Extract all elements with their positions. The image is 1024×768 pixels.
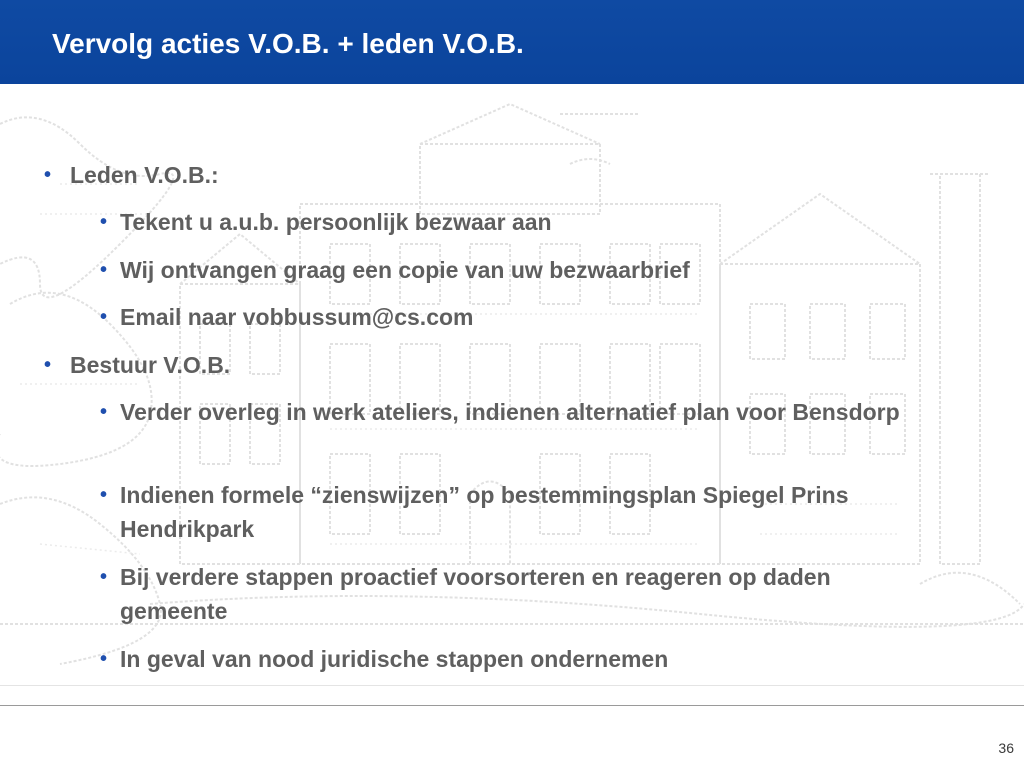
sub-bullet-text: Wij ontvangen graag een copie van uw bezwaarbrief xyxy=(120,257,690,283)
footer-divider xyxy=(0,705,1024,706)
page-number: 36 xyxy=(998,740,1014,756)
bullet-dot-icon: • xyxy=(100,648,108,670)
sub-bullet-item xyxy=(100,642,669,676)
bullet-label: Bestuur V.O.B. xyxy=(70,352,231,378)
bullet-dot-icon: • xyxy=(44,164,52,186)
bullet-dot-icon: • xyxy=(100,211,108,233)
sub-bullet-text: Email naar vobbussum@cs.com xyxy=(120,304,474,330)
sub-bullet-text: Bij verdere stappen proactief voorsorteren en reageren op daden gemeente xyxy=(120,564,831,624)
bullet-label: Leden V.O.B.: xyxy=(70,162,219,188)
bullet-dot-icon: • xyxy=(100,306,108,328)
slide-title: Vervolg acties V.O.B. + leden V.O.B. xyxy=(52,28,524,59)
sub-bullet-item xyxy=(100,253,690,287)
bullet-dot-icon: • xyxy=(100,259,108,281)
sub-bullet-item xyxy=(100,395,960,429)
bullet-dot-icon: • xyxy=(100,566,108,588)
sub-bullet-text: In geval van nood juridische stappen ondernemen xyxy=(120,646,669,672)
sub-bullet-text: Verder overleg in werk ateliers, indienen alternatief plan voor Bensdorp xyxy=(120,399,900,425)
sub-bullet-item xyxy=(100,300,474,334)
bullet-dot-icon: • xyxy=(100,484,108,506)
sub-bullet-text: Indienen formele “zienswijzen” op bestemmingsplan Spiegel Prins Hendrikpark xyxy=(120,482,849,542)
bullet-dot-icon: • xyxy=(44,354,52,376)
sub-bullet-item xyxy=(100,560,940,628)
bullet-dot-icon: • xyxy=(100,401,108,423)
sub-bullet-item xyxy=(100,205,552,239)
bullet-item-bestuur xyxy=(44,348,231,382)
sub-bullet-item xyxy=(100,478,960,546)
sub-bullet-text: Tekent u a.u.b. persoonlijk bezwaar aan xyxy=(120,209,552,235)
footer-divider-light xyxy=(0,685,1024,686)
bullet-item-leden xyxy=(44,158,219,192)
title-bar xyxy=(0,0,1024,84)
